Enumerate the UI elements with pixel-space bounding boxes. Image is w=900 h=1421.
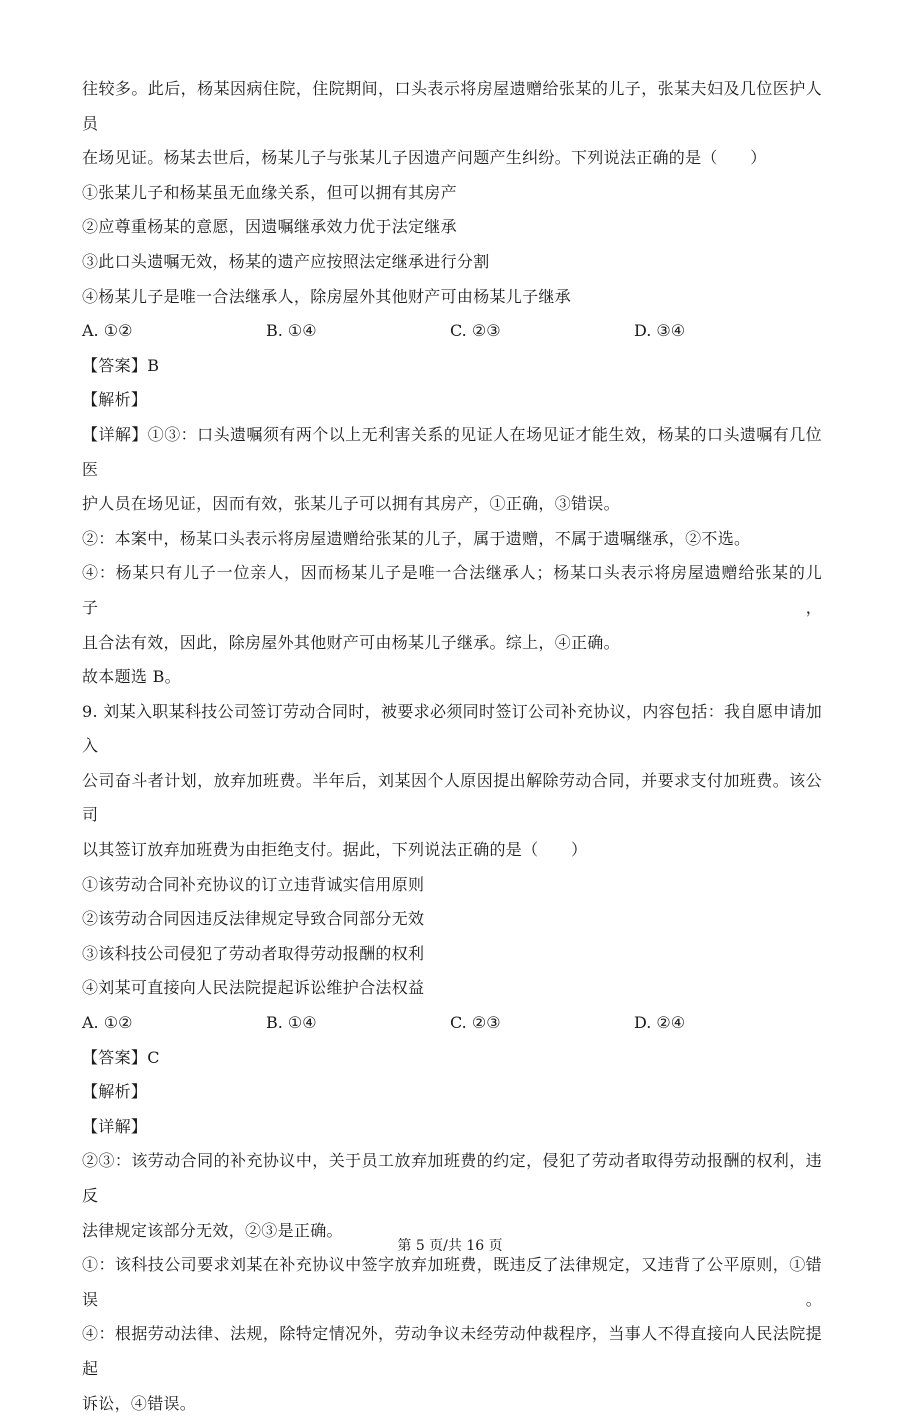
question-9-statement-3: ③该科技公司侵犯了劳动者取得劳动报酬的权利 xyxy=(82,943,425,963)
question-8-analysis-label: 【解析】 xyxy=(82,390,148,410)
option-c: C. ②③ xyxy=(450,321,501,341)
question-8-detail-line: 【详解】①③：口头遗嘱须有两个以上无利害关系的见证人在场见证才能生效，杨某的口头遗嘱有几位医 xyxy=(82,424,822,479)
question-9-detail-line: ④：根据劳动法律、法规，除特定情况外，劳动争议未经劳动仲裁程序，当事人不得直接向人民法院提起 xyxy=(82,1324,822,1378)
page-content xyxy=(82,72,822,1421)
question-9-options xyxy=(82,1006,822,1041)
question-8-answer: 【答案】B xyxy=(82,355,160,375)
page-footer: 第 5 页/共 16 页 xyxy=(397,1238,503,1254)
option-a: A. ①② xyxy=(82,321,133,341)
option-d: D. ②④ xyxy=(634,1013,686,1033)
option-b: B. ①④ xyxy=(266,321,317,341)
question-9-statement-1: ①该劳动合同补充协议的订立违背诚实信用原则 xyxy=(82,874,425,894)
question-9-detail-label: 【详解】 xyxy=(82,1116,148,1136)
question-9-statement-2: ②该劳动合同因违反法律规定导致合同部分无效 xyxy=(82,909,425,929)
question-9-stem-line: 9. 刘某入职某科技公司签订劳动合同时，被要求必须同时签订公司补充协议，内容包括：我自愿申请加入 xyxy=(82,701,822,756)
question-9-detail-line: 诉讼，④错误。 xyxy=(82,1393,197,1413)
question-8-detail-line: 且合法有效，因此，除房屋外其他财产可由杨某儿子继承。综上，④正确。 xyxy=(82,632,620,652)
question-9-statement-4: ④刘某可直接向人民法院提起诉讼维护合法权益 xyxy=(82,978,425,998)
question-8-stem-line: 在场见证。杨某去世后，杨某儿子与张某儿子因遗产问题产生纠纷。下列说法正确的是（ ） xyxy=(82,148,767,168)
question-8-statement-1: ①张某儿子和杨某虽无血缘关系，但可以拥有其房产 xyxy=(82,182,457,202)
question-9-stem-line: 以其签订放弃加班费为由拒绝支付。据此，下列说法正确的是（ ） xyxy=(82,840,588,860)
question-8-statement-2: ②应尊重杨某的意愿，因遗嘱继承效力优于法定继承 xyxy=(82,217,457,237)
option-a: A. ①② xyxy=(82,1013,133,1033)
question-8-detail-line: ④：杨某只有儿子一位亲人，因而杨某儿子是唯一合法继承人；杨某口头表示将房屋遗赠给张某的儿子， xyxy=(82,563,822,617)
question-9-analysis-label: 【解析】 xyxy=(82,1082,148,1102)
question-8-stem-line: 往较多。此后，杨某因病住院，住院期间，口头表示将房屋遗赠给张某的儿子，张某夫妇及几位医护人员 xyxy=(82,79,822,133)
question-8-detail-line: 护人员在场见证，因而有效，张某儿子可以拥有其房产，①正确，③错误。 xyxy=(82,494,620,514)
question-8-options xyxy=(82,314,822,349)
question-9-detail-line: ②③：该劳动合同的补充协议中，关于员工放弃加班费的约定，侵犯了劳动者取得劳动报酬的权利，违反 xyxy=(82,1151,822,1205)
option-d: D. ③④ xyxy=(634,321,686,341)
question-9-detail-line: ①：该科技公司要求刘某在补充协议中签字放弃加班费，既违反了法律规定，又违背了公平原则，①错误。 xyxy=(82,1255,822,1309)
question-8-detail-line: ②：本案中，杨某口头表示将房屋遗赠给张某的儿子，属于遗赠，不属于遗嘱继承，②不选。 xyxy=(82,528,751,548)
question-9-answer: 【答案】C xyxy=(82,1047,160,1067)
question-8-statement-3: ③此口头遗嘱无效，杨某的遗产应按照法定继承进行分割 xyxy=(82,251,490,271)
question-9-detail-line: 法律规定该部分无效，②③是正确。 xyxy=(82,1220,343,1240)
question-9-stem-line: 公司奋斗者计划，放弃加班费。半年后，刘某因个人原因提出解除劳动合同，并要求支付加班费。该公司 xyxy=(82,770,822,825)
question-8-statement-4: ④杨某儿子是唯一合法继承人，除房屋外其他财产可由杨某儿子继承 xyxy=(82,286,572,306)
question-8-conclusion: 故本题选 B。 xyxy=(82,667,181,687)
option-b: B. ①④ xyxy=(266,1013,317,1033)
option-c: C. ②③ xyxy=(450,1013,501,1033)
